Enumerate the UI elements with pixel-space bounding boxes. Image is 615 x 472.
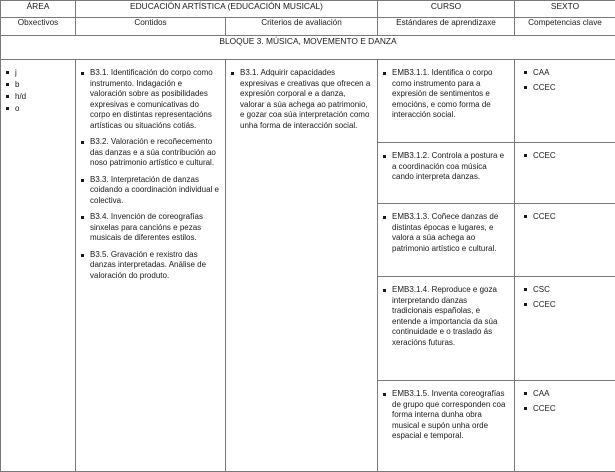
list-item: EMB3.1.4. Reproduce e goza interpretando danzas tradicionais españolas, e entende a importancia da súa continuidade e o traslado ás xeracións futuras. — [382, 285, 508, 348]
standard-cell — [378, 143, 515, 204]
col-criteria: Criterios de avaliación — [226, 18, 378, 36]
competences-cell — [515, 277, 615, 381]
competences-cell — [515, 204, 615, 277]
bullet-icon — [6, 83, 9, 86]
bullet-icon — [383, 393, 386, 396]
bullet-icon — [383, 289, 386, 292]
subject-title: EDUCACIÓN ARTÍSTICA (EDUCACIÓN MUSICAL) — [76, 1, 378, 18]
list-item: B3.2. Valoración e recoñecemento das danzas e a súa contribución ao noso patrimonio artístico e cultural. — [80, 137, 219, 169]
list-item: B3.5. Gravación e rexistro das danzas interpretadas. Análise de valoración do produto. — [80, 250, 219, 282]
objectives-list — [1, 60, 75, 116]
bullet-icon — [524, 303, 527, 306]
bullet-icon — [524, 71, 527, 74]
area-label: ÁREA — [1, 1, 76, 18]
bullet-icon — [524, 154, 527, 157]
list-item: CSC — [523, 285, 611, 300]
list-item: B3.1. Identificación do corpo como instrumento. Indagación e valoración sobre as posibilidades expresivas e comunicativas do corpo en distintas representacións artísticas ou situacións cotiás. — [80, 68, 219, 131]
competences-cell — [515, 381, 615, 472]
course-value: SEXTO — [515, 1, 615, 18]
bullet-icon — [231, 72, 234, 75]
bullet-icon — [81, 179, 84, 182]
list-item: b — [5, 80, 75, 92]
table-row — [1, 60, 615, 143]
list-item: CCEC — [523, 300, 611, 315]
list-item: CCEC — [523, 83, 611, 98]
list-item: B3.3. Interpretación de danzas coidando a coordinación individual e colectiva. — [80, 175, 219, 207]
standard-cell — [378, 204, 515, 277]
block-row — [1, 36, 615, 60]
list-item: o — [5, 104, 75, 116]
bullet-icon — [524, 86, 527, 89]
course-label: CURSO — [378, 1, 515, 18]
bullet-icon — [81, 72, 84, 75]
bullet-icon — [81, 141, 84, 144]
list-item: j — [5, 68, 75, 80]
standard-cell — [378, 277, 515, 381]
list-item: EMB3.1.2. Controla a postura e a coordinación coa música cando interpreta danzas. — [382, 151, 508, 183]
bullet-icon — [524, 392, 527, 395]
standard-cell — [378, 60, 515, 143]
column-header-row — [1, 18, 615, 36]
col-objectives: Obxectivos — [1, 18, 76, 36]
bullet-icon — [524, 215, 527, 218]
objectives-cell — [1, 60, 76, 472]
list-item: EMB3.1.3. Coñece danzas de distintas épocas e lugares, e valora a súa achega ao patrimonio artístico e cultural. — [382, 212, 508, 254]
block-title: BLOQUE 3. MÚSICA, MOVEMENTO E DANZA — [1, 36, 615, 60]
criteria-list — [230, 68, 371, 131]
header-row — [1, 1, 615, 18]
list-item: CAA — [523, 389, 611, 404]
bullet-icon — [383, 72, 386, 75]
list-item: CCEC — [523, 212, 611, 227]
list-item: CAA — [523, 68, 611, 83]
criteria-cell — [226, 60, 378, 472]
competences-cell — [515, 143, 615, 204]
bullet-icon — [6, 71, 9, 74]
contents-list — [80, 68, 219, 281]
col-contents: Contidos — [76, 18, 226, 36]
bullet-icon — [81, 254, 84, 257]
list-item: EMB3.1.1. Identifica o corpo como instrumento para a expresión de sentimentos e emocións, e como forma de interacción social. — [382, 68, 508, 121]
standard-cell — [378, 381, 515, 472]
list-item: B3.4. Invención de coreografías sinxelas para cancións e pezas musicais de diferentes estilos. — [80, 212, 219, 244]
bullet-icon — [81, 216, 84, 219]
bullet-icon — [524, 288, 527, 291]
list-item: CCEC — [523, 151, 611, 166]
col-competences: Competencias clave — [515, 18, 615, 36]
list-item: B3.1. Adquirir capacidades expresivas e creativas que ofrecen a expresión corporal e a danza, valorar a súa achega ao patrimonio, e gozar coa súa interpretación como unha forma de interacción social. — [230, 68, 371, 131]
list-item: CCEC — [523, 404, 611, 419]
col-standards: Estándares de aprendizaxe — [378, 18, 515, 36]
bullet-icon — [6, 95, 9, 98]
bullet-icon — [383, 155, 386, 158]
bullet-icon — [6, 107, 9, 110]
list-item: h/d — [5, 92, 75, 104]
bullet-icon — [524, 407, 527, 410]
list-item: EMB3.1.5. Inventa coreografías de grupo que corresponden coa forma interna dunha obra musical e supón unha orde espacial e temporal. — [382, 389, 508, 442]
bullet-icon — [383, 216, 386, 219]
contents-cell — [76, 60, 226, 472]
competences-cell — [515, 60, 615, 143]
